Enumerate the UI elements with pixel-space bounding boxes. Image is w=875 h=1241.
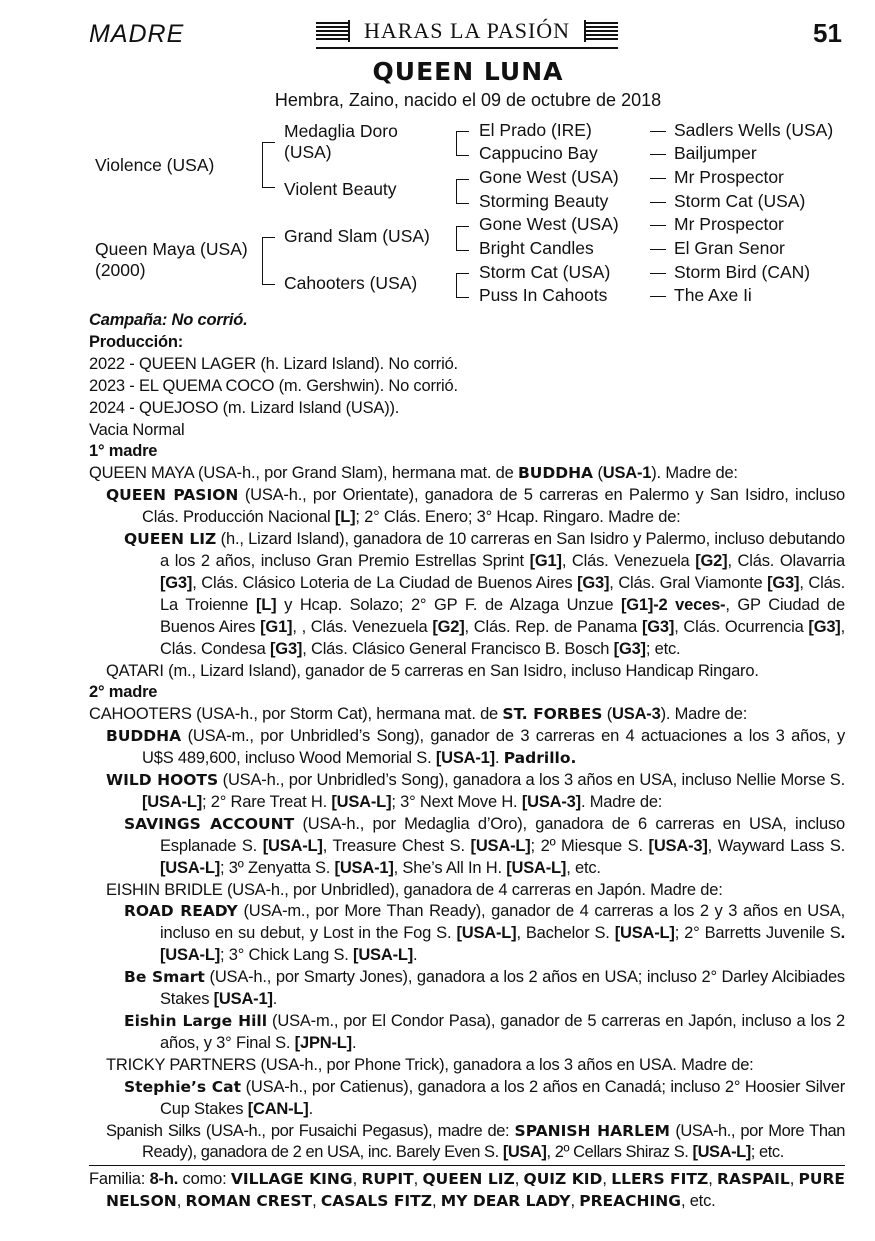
- production-item: 2023 - EL QUEMA COCO (m. Gershwin). No corrió.: [89, 376, 458, 395]
- production-item: Vacia Normal: [89, 420, 185, 439]
- pedigree-dash: [650, 296, 666, 297]
- pedigree-gen3: Bright Candles: [479, 238, 594, 258]
- brand-logo: [316, 18, 618, 48]
- family-divider: [89, 1165, 845, 1166]
- produce-entry-qatari: QATARI (m., Lizard Island), ganador de 5 carreras en San Isidro, incluso Handicap Ringaro.: [106, 661, 759, 680]
- pedigree-gen4: Mr Prospector: [674, 214, 784, 234]
- pedigree-gen3: Puss In Cahoots: [479, 285, 608, 305]
- second-dam-intro: CAHOOTERS (USA-h., por Storm Cat), hermana mat. de ST. FORBES (USA-3). Madre de:: [89, 705, 748, 724]
- production-heading: Producción:: [89, 332, 184, 351]
- produce-entry-eishin-large-hill: Eishin Large Hill (USA-m., por El Condor Pasa), ganador de 5 carreras en Japón, incluso a los 2 años, y 3° Final S. [JPN-L].: [124, 1012, 845, 1052]
- second-dam-heading: 2° madre: [89, 683, 158, 702]
- horse-description: Hembra, Zaino, nacido el 09 de octubre de 2018: [274, 90, 662, 110]
- pedigree-dam: Queen Maya (USA) (2000): [95, 239, 248, 280]
- logo-bars-left-icon: [316, 22, 350, 42]
- pedigree-gen4: Sadlers Wells (USA): [674, 120, 834, 140]
- pedigree-dash: [650, 202, 666, 203]
- produce-entry-spanish-silks: Spanish Silks (USA-h., por Fusaichi Pegasus), madre de: SPANISH HARLEM (USA-h., por More Than Ready), ganadora de 2 en USA, inc. Barely Even S. [USA], 2º Cellars Shiraz S. [USA-L]; etc.: [106, 1121, 845, 1162]
- pedigree-bracket: [456, 226, 469, 251]
- pedigree-gen3: Storm Cat (USA): [479, 262, 611, 282]
- production-item: 2022 - QUEEN LAGER (h. Lizard Island). No corrió.: [89, 354, 458, 373]
- pedigree-gen4: Storm Bird (CAN): [674, 262, 811, 282]
- family-section: [89, 1169, 845, 1213]
- pedigree-gen3: Cappucino Bay: [479, 143, 598, 163]
- produce-entry-buddha: BUDDHA (USA-m., por Unbridled’s Song), ganador de 3 carreras en 4 actuaciones a los 3 años, y U$S 489,600, incluso Wood Memorial S. [USA-1]. Padrillo.: [106, 727, 845, 768]
- pedigree-dash: [650, 154, 666, 155]
- pedigree-dash: [650, 178, 666, 179]
- produce-entry-road-ready: ROAD READY (USA-m., por More Than Ready), ganador de 4 carreras a los 2 y 3 años en USA, incluso en su debut, y Lost in the Fog S. [USA-L], Bachelor S. [USA-L]; 2° Barretts Juvenile S. [USA-L]; 3° Chick Lang S. [USA-L].: [124, 902, 846, 965]
- horse-name: QUEEN LUNA: [372, 57, 564, 86]
- section-label: MADRE: [89, 20, 185, 48]
- pedigree-gen3: El Prado (IRE): [479, 120, 592, 140]
- produce-entry-queen-liz: QUEEN LIZ (h., Lizard Island), ganadora de 10 carreras en San Isidro y Palermo, incluso debutando a los 2 años, incluso Gran Premio Estrellas Sprint [G1], Clás. Venezuela [G2], Clás. Olavarria [G3], Clás. Clásico Loteria de La Ciudad de Buenos Aires [G3], Clás. Gral Viamonte [G3], Clás. La Troienne [L] y Hcap. Solazo; 2° GP F. de Alzaga Unzue [G1]-2 veces-, GP Ciudad de Buenos Aires [G1], , Clás. Venezuela [G2], Clás. Rep. de Panama [G3], Clás. Ocurrencia [G3], Clás. Condesa [G3], Clás. Clásico General Francisco B. Bosch [G3]; etc.: [124, 530, 845, 658]
- brand-name: HARAS LA PASIÓN: [363, 18, 571, 43]
- logo-underline: [316, 47, 618, 49]
- pedigree-gen3: Gone West (USA): [479, 214, 619, 234]
- logo-bars-right-icon: [584, 22, 618, 42]
- pedigree-bracket: [456, 273, 469, 298]
- pedigree-gen4: The Axe Ii: [674, 285, 752, 305]
- produce-entry-stephies-cat: Stephie’s Cat (USA-h., por Catienus), ganadora a los 2 años en Canadá; incluso 2° Hoosier Silver Cup Stakes [CAN-L].: [124, 1077, 845, 1118]
- produce-entry-savings-account: SAVINGS ACCOUNT (USA-h., por Medaglia d’Oro), ganadora de 6 carreras en USA, incluso Esplanade S. [USA-L], Treasure Chest S. [USA-L]; 2º Miesque S. [USA-3], Wayward Lass S. [USA-L]; 3º Zenyatta S. [USA-1], She’s All In H. [USA-L], etc.: [124, 814, 846, 877]
- pedigree-bracket: [262, 237, 275, 285]
- pedigree-dash: [650, 273, 666, 274]
- pedigree-sire: Violence (USA): [95, 155, 215, 175]
- pedigree-dash: [650, 131, 666, 132]
- produce-entry-wild-hoots: WILD HOOTS (USA-h., por Unbridled’s Song), ganadora a los 3 años en USA, incluso Nellie Morse S. [USA-L]; 2° Rare Treat H. [USA-L]; 3° Next Move H. [USA-3]. Madre de:: [106, 771, 845, 811]
- pedigree-gen4: Mr Prospector: [674, 167, 784, 187]
- pedigree-gen4: Bailjumper: [674, 143, 757, 163]
- pedigree-bracket: [456, 131, 469, 156]
- pedigree-gen2: Grand Slam (USA): [284, 226, 430, 246]
- pedigree-gen4: El Gran Senor: [674, 238, 785, 258]
- produce-entry-queen-pasion: QUEEN PASION (USA-h., por Orientate), ganadora de 5 carreras en Palermo y San Isidro, incluso Clás. Producción Nacional [L]; 2° Clás. Enero; 3° Hcap. Ringaro. Madre de:: [106, 486, 845, 527]
- production-item: 2024 - QUEJOSO (m. Lizard Island (USA)).: [89, 398, 400, 417]
- first-dam-intro: QUEEN MAYA (USA-h., por Grand Slam), hermana mat. de BUDDHA (USA-1). Madre de:: [89, 464, 738, 483]
- pedigree-gen2: Cahooters (USA): [284, 273, 418, 293]
- pedigree-bracket: [262, 142, 275, 188]
- produce-entry-eishin-bridle: EISHIN BRIDLE (USA-h., por Unbridled), ganadora de 4 carreras en Japón. Madre de:: [106, 880, 723, 899]
- pedigree-bracket: [456, 179, 469, 204]
- produce-entry-be-smart: Be Smart (USA-h., por Smarty Jones), ganadora a los 2 años en USA; incluso 2° Darley Alcibiades Stakes [USA-1].: [124, 968, 845, 1009]
- pedigree-dash: [650, 225, 666, 226]
- pedigree-gen4: Storm Cat (USA): [674, 191, 806, 211]
- pedigree-dash: [650, 249, 666, 250]
- pedigree-gen3: Storming Beauty: [479, 191, 609, 211]
- pedigree-gen3: Gone West (USA): [479, 167, 619, 187]
- pedigree-gen2: Medaglia Doro (USA): [284, 121, 398, 162]
- family-line: Familia: 8-h. como: VILLAGE KING, RUPIT, QUEEN LIZ, QUIZ KID, LLERS FITZ, RASPAIL, PURE NELSON, ROMAN CREST, CASALS FITZ, MY DEAR LADY, PREACHING, etc.: [89, 1170, 846, 1210]
- catalog-body: [89, 310, 845, 1164]
- campaign-line: Campaña: No corrió.: [89, 311, 248, 329]
- pedigree-gen2: Violent Beauty: [284, 179, 397, 199]
- page-number: 51: [813, 18, 842, 48]
- produce-entry-tricky-partners: TRICKY PARTNERS (USA-h., por Phone Trick), ganadora a los 3 años en USA. Madre de:: [106, 1055, 754, 1074]
- first-dam-heading: 1° madre: [89, 442, 158, 461]
